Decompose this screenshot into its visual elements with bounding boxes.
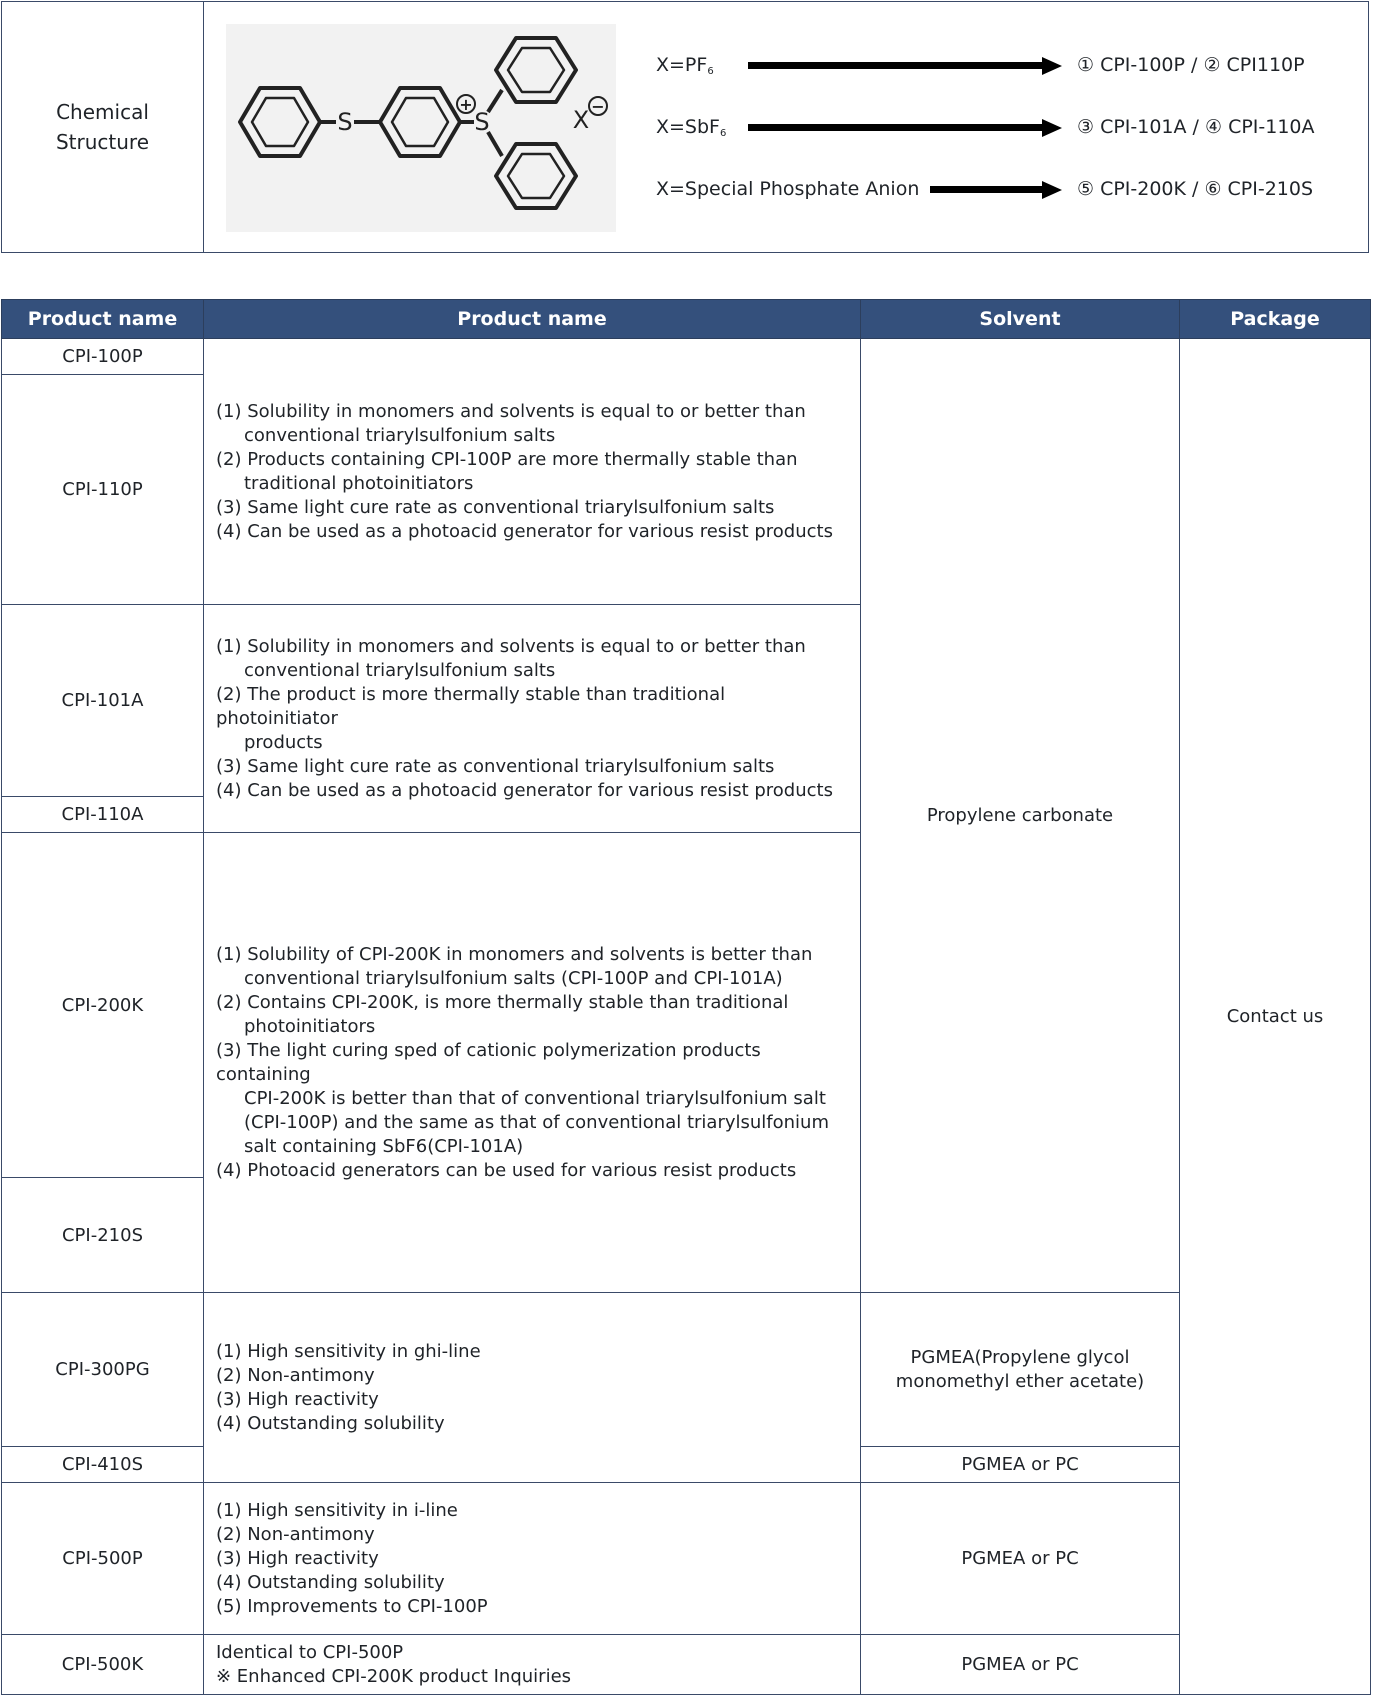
header-product-name: Product name: [2, 300, 204, 339]
description-cell: (1) Solubility in monomers and solvents is equal to or better than conventional triarylsulfonium salts (2) The product is more thermally stable than traditional photoinitiator products (3) Same light cure rate as conventional triarylsulfonium salts (4) Can be used as a photoacid generator for various resist products: [204, 605, 861, 833]
sulfur-left-label: S: [337, 108, 353, 136]
label-line-2: Structure: [55, 130, 150, 154]
product-name-cell: CPI-100P: [2, 339, 204, 375]
solvent-cell: PGMEA or PC: [861, 1483, 1180, 1635]
table-row: [2, 339, 1371, 375]
solvent-cell: PGMEA or PC: [861, 1447, 1180, 1483]
product-name-cell: CPI-110P: [2, 375, 204, 605]
solvent-cell: Propylene carbonate: [861, 339, 1180, 1293]
product-name-cell: CPI-101A: [2, 605, 204, 797]
product-pair-label: ⑤ CPI-200K / ⑥ CPI-210S: [1077, 178, 1314, 200]
table-header-row: [2, 300, 1371, 339]
table-row: [2, 1293, 1371, 1447]
product-name-cell: CPI-410S: [2, 1447, 204, 1483]
chemical-structure-label: [2, 2, 204, 252]
table-row: [2, 1635, 1371, 1695]
arrow-line: [748, 124, 1042, 131]
header-package: Package: [1180, 300, 1371, 339]
arrow-line: [930, 186, 1042, 193]
product-name-cell: CPI-500K: [2, 1635, 204, 1695]
arrow-head: [1042, 57, 1062, 75]
description-cell: (1) High sensitivity in ghi-line (2) Non-antimony (3) High reactivity (4) Outstanding solubility: [204, 1293, 861, 1483]
arrow-head: [1042, 119, 1062, 137]
plus-charge: +: [459, 95, 473, 114]
anion-label: X=SbF: [656, 116, 720, 138]
product-table: [1, 299, 1371, 1695]
description-cell: (1) High sensitivity in i-line (2) Non-antimony (3) High reactivity (4) Outstanding solubility (5) Improvements to CPI-100P: [204, 1483, 861, 1635]
product-name-cell: CPI-200K: [2, 833, 204, 1178]
description-cell: Identical to CPI-500P ※ Enhanced CPI-200K product Inquiries: [204, 1635, 861, 1695]
product-pair-label: ① CPI-100P / ② CPI110P: [1077, 54, 1305, 76]
product-pair-label: ③ CPI-101A / ④ CPI-110A: [1077, 116, 1315, 138]
solvent-cell: PGMEA or PC: [861, 1635, 1180, 1695]
product-name-cell: CPI-110A: [2, 797, 204, 833]
description-cell: (1) Solubility of CPI-200K in monomers and solvents is better than conventional triarylsulfonium salts (CPI-100P and CPI-101A) (2) Contains CPI-200K, is more thermally stable than traditional photoinitiators (3) The light curing sped of cationic polymerization products containing CPI-200K is better than that of conventional triarylsulfonium salt (CPI-100P) and the same as that of conventional triarylsulfonium salt containing SbF6(CPI-101A) (4) Photoacid generators can be used for various resist products: [204, 833, 861, 1293]
product-name-cell: CPI-500P: [2, 1483, 204, 1635]
product-name-cell: CPI-210S: [2, 1178, 204, 1293]
anion-x-label: X: [572, 106, 590, 134]
arrow-line: [748, 62, 1042, 69]
anion-label: X=Special Phosphate Anion: [656, 178, 920, 200]
arrow-head: [1042, 181, 1062, 199]
solvent-cell: PGMEA(Propylene glycol monomethyl ether acetate): [861, 1293, 1180, 1447]
description-cell: (1) Solubility in monomers and solvents is equal to or better than conventional triarylsulfonium salts (2) Products containing CPI-100P are more thermally stable than traditional photoinitiators (3) Same light cure rate as conventional triarylsulfonium salts (4) Can be used as a photoacid generator for various resist products: [204, 339, 861, 605]
anion-label: X=PF: [656, 54, 708, 76]
label-line-1: Chemical: [56, 100, 149, 124]
chemical-structure-panel: Chemical Structure S S + X − $X=PF_6$ ① CPI-100P / ② CPI110P X=SbF$_6$ ③ CPI-101A / ④ CPI-110A X=Special Phosphate Anion ⑤ CPI-200K / ⑥ CPI-210S: [1, 1, 1369, 253]
molecule-svg: [226, 24, 616, 232]
package-cell: Contact us: [1180, 339, 1371, 1695]
header-solvent: Solvent: [861, 300, 1180, 339]
product-name-cell: CPI-300PG: [2, 1293, 204, 1447]
molecule-diagram: [226, 24, 616, 232]
minus-charge: −: [591, 97, 605, 116]
sulfur-right-label: S: [474, 108, 490, 136]
table-row: [2, 1483, 1371, 1635]
header-product-description: Product name: [204, 300, 861, 339]
